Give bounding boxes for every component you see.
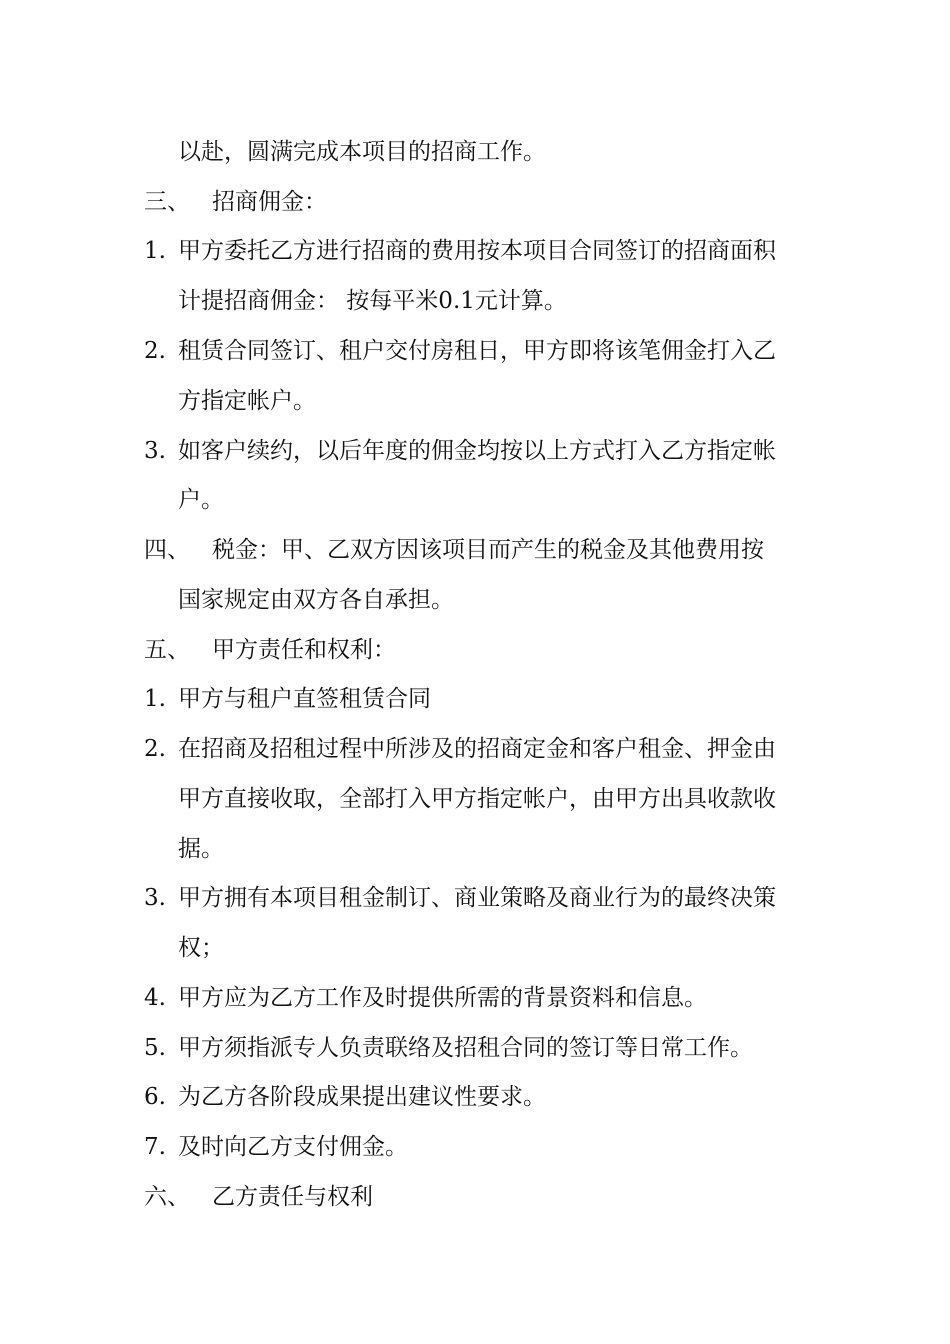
list-item-3-3	[0, 433, 950, 469]
list-item-5-3-continued	[0, 930, 950, 966]
list-text-continued: 计提招商佣金： 按每平米0.1元计算。	[178, 288, 567, 314]
list-item-3-2-continued	[0, 383, 950, 419]
list-number: 7.	[144, 1134, 166, 1160]
list-text: 甲方须指派专人负责联络及招租合同的签订等日常工作。	[178, 1035, 753, 1061]
list-text: 如客户续约，以后年度的佣金均按以上方式打入乙方指定帐	[178, 438, 776, 464]
list-number: 6.	[144, 1084, 166, 1110]
section-number: 四、	[144, 537, 190, 563]
list-text: 为乙方各阶段成果提出建议性要求。	[178, 1084, 546, 1110]
list-number: 4.	[144, 985, 166, 1011]
section-heading-3	[0, 184, 950, 220]
section-heading-6	[0, 1179, 950, 1215]
list-text: 租赁合同签订、租户交付房租日，甲方即将该笔佣金打入乙	[178, 338, 776, 364]
list-item-5-2-continued	[0, 831, 950, 867]
list-number: 3.	[144, 885, 166, 911]
section-heading-4	[0, 532, 950, 568]
list-text-continued: 方指定帐户。	[178, 388, 316, 414]
paragraph-line-1	[0, 134, 950, 170]
section-number: 五、	[144, 637, 190, 663]
list-item-5-4	[0, 980, 950, 1016]
list-item-5-1	[0, 681, 950, 717]
list-text: 甲方拥有本项目租金制订、商业策略及商业行为的最终决策	[178, 885, 776, 911]
section-title: 招商佣金：	[212, 189, 327, 215]
list-text-continued: 甲方直接收取，全部打入甲方指定帐户，由甲方出具收款收	[178, 786, 776, 812]
section-title: 甲方责任和权利：	[212, 637, 396, 663]
list-number: 2.	[144, 338, 166, 364]
list-item-3-1	[0, 233, 950, 269]
list-text: 甲方委托乙方进行招商的费用按本项目合同签订的招商面积	[178, 238, 776, 264]
line-text: 以赴，圆满完成本项目的招商工作。	[178, 139, 546, 165]
list-item-5-3	[0, 880, 950, 916]
list-number: 1.	[144, 686, 166, 712]
list-item-3-3-continued	[0, 482, 950, 518]
list-item-5-2-continued	[0, 781, 950, 817]
list-number: 3.	[144, 438, 166, 464]
section-text-continued: 国家规定由双方各自承担。	[178, 587, 454, 613]
list-item-5-7	[0, 1129, 950, 1165]
list-item-5-2	[0, 731, 950, 767]
list-item-5-5	[0, 1030, 950, 1066]
section-heading-4-continued	[0, 582, 950, 618]
section-heading-5	[0, 632, 950, 668]
list-item-5-6	[0, 1079, 950, 1115]
list-text: 在招商及招租过程中所涉及的招商定金和客户租金、押金由	[178, 736, 776, 762]
section-number: 三、	[144, 189, 190, 215]
list-item-3-2	[0, 333, 950, 369]
list-item-3-1-continued	[0, 283, 950, 319]
section-title: 乙方责任与权利	[212, 1184, 373, 1210]
list-text-continued: 户。	[178, 487, 224, 513]
list-text: 及时向乙方支付佣金。	[178, 1134, 408, 1160]
list-text-continued: 据。	[178, 836, 224, 862]
list-text: 甲方与租户直签租赁合同	[178, 686, 431, 712]
list-text: 甲方应为乙方工作及时提供所需的背景资料和信息。	[178, 985, 707, 1011]
list-number: 1.	[144, 238, 166, 264]
section-title: 税金：甲、乙双方因该项目而产生的税金及其他费用按	[212, 537, 764, 563]
list-number: 2.	[144, 736, 166, 762]
list-number: 5.	[144, 1035, 166, 1061]
list-text-continued: 权；	[178, 935, 224, 961]
section-number: 六、	[144, 1184, 190, 1210]
